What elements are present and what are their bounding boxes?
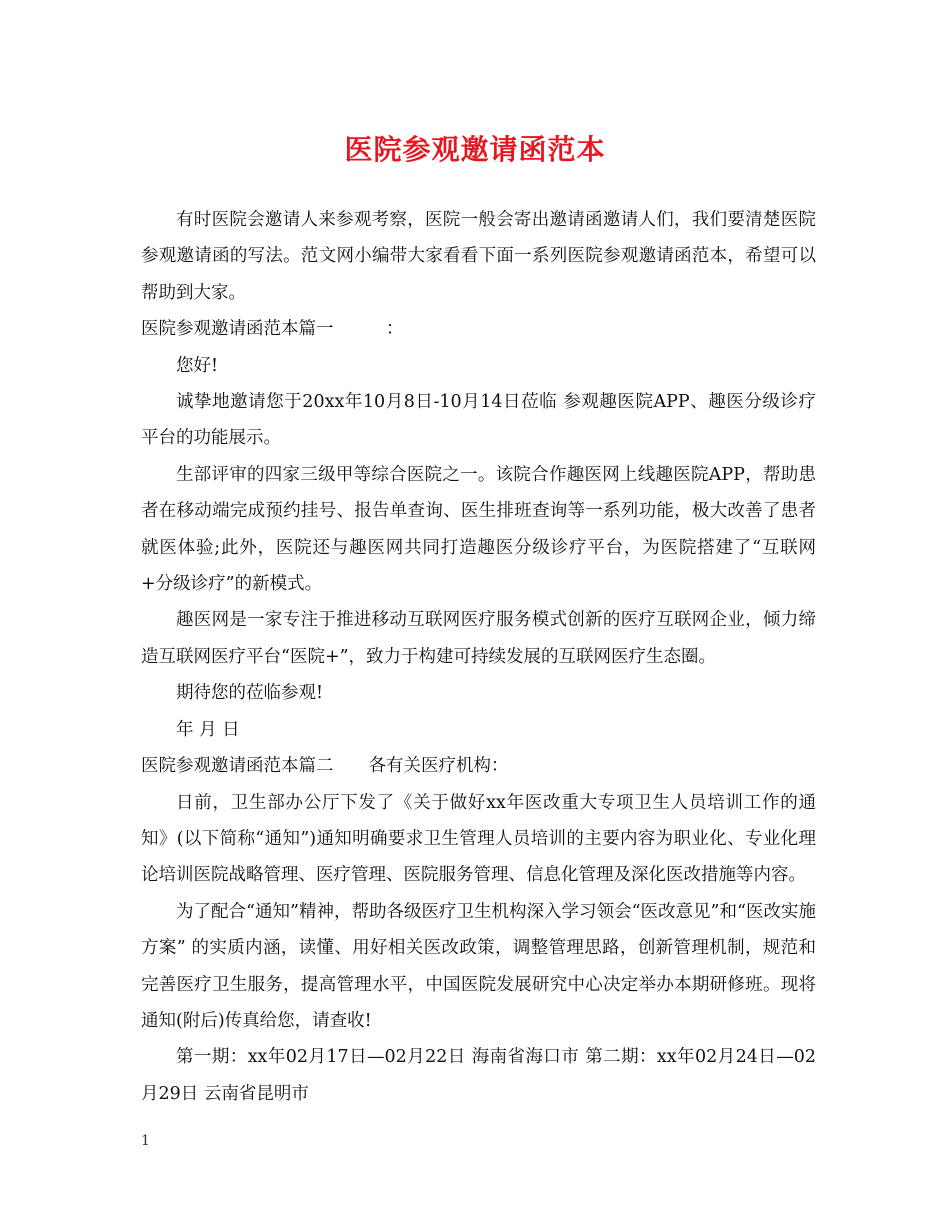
document-body xyxy=(141,202,816,1112)
paragraph: 日前，卫生部办公厅下发了《关于做好xx年医改重大专项卫生人员培训工作的通知》(以下简称“通知”)通知明确要求卫生管理人员培训的主要内容为职业化、专业化理论培训医院战略管理、医疗管理、医院服务管理、信息化管理及深化医改措施等内容。 xyxy=(141,792,816,886)
paragraph: 医院参观邀请函范本篇二 各有关医疗机构： xyxy=(141,756,509,777)
paragraph: 年 月 日 xyxy=(176,719,240,740)
paragraph: 您好! xyxy=(176,355,219,376)
paragraph: 期待您的莅临参观! xyxy=(176,683,324,704)
paragraph: 为了配合“通知”精神，帮助各级医疗卫生机构深入学习领会“医改意见”和“医改实施方案” 的实质内涵，读懂、用好相关医改政策，调整管理思路，创新管理机制，规范和完善医疗卫生服务，提高管理水平，中国医院发展研究中心决定举办本期研修班。现将通知(附后)传真给您，请查收! xyxy=(141,901,816,1031)
paragraph: 医院参观邀请函范本篇一 ： xyxy=(141,319,404,340)
paragraph: 生部评审的四家三级甲等综合医院之一。该院合作趣医网上线趣医院APP，帮助患者在移动端完成预约挂号、报告单查询、医生排班查询等一系列功能，极大改善了患者就医体验;此外，医院还与趣医网共同打造趣医分级诊疗平台，为医院搭建了“互联网+分级诊疗”的新模式。 xyxy=(141,464,816,595)
paragraph: 趣医网是一家专注于推进移动互联网医疗服务模式创新的医疗互联网企业，倾力缔造互联网医疗平台“医院+”，致力于构建可持续发展的互联网医疗生态圈。 xyxy=(141,610,816,667)
document-title: 医院参观邀请函范本 xyxy=(344,133,606,166)
paragraph: 诚挚地邀请您于20xx年10月8日-10月14日莅临 参观趣医院APP、趣医分级诊疗平台的功能展示。 xyxy=(141,392,816,449)
paragraph: 第一期：xx年02月17日—02月22日 海南省海口市 第二期：xx年02月24日—02月29日 云南省昆明市 xyxy=(141,1047,816,1104)
paragraph: 有时医院会邀请人来参观考察，医院一般会寄出邀请函邀请人们，我们要清楚医院参观邀请函的写法。范文网小编带大家看看下面一系列医院参观邀请函范本，希望可以帮助到大家。 xyxy=(141,210,816,303)
page-number: 1 xyxy=(141,1133,150,1149)
